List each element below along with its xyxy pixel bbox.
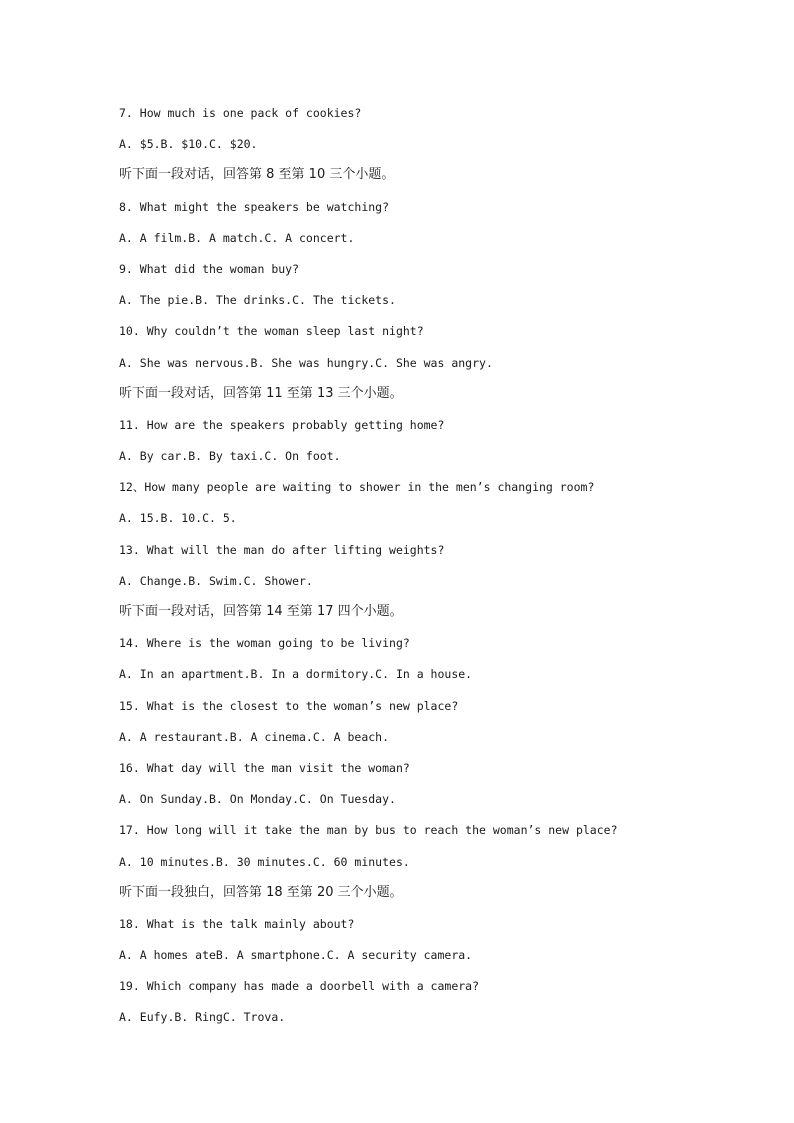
answer-options: A. She was nervous.B. She was hungry.C. She was angry. <box>119 355 493 370</box>
question-text: 8. What might the speakers be watching? <box>119 199 390 214</box>
section-instruction: 听下面一段对话，回答第 11 至第 13 三个小题。 <box>119 385 403 401</box>
answer-options: A. $5.B. $10.C. $20. <box>119 137 258 152</box>
answer-options: A. 15.B. 10.C. 5. <box>119 511 237 526</box>
question-text: 17. How long will it take the man by bus to reach the woman’s new place? <box>119 823 618 838</box>
answer-options: A. The pie.B. The drinks.C. The tickets. <box>119 293 396 308</box>
question-text: 11. How are the speakers probably getting home? <box>119 417 445 432</box>
answer-options: A. Change.B. Swim.C. Shower. <box>119 573 313 588</box>
question-text: 13. What will the man do after lifting weights? <box>119 542 445 557</box>
section-instruction: 听下面一段独白，回答第 18 至第 20 三个小题。 <box>119 884 403 900</box>
answer-options: A. On Sunday.B. On Monday.C. On Tuesday. <box>119 792 396 807</box>
question-text: 15. What is the closest to the woman’s new place? <box>119 698 459 713</box>
section-instruction: 听下面一段对话，回答第 14 至第 17 四个小题。 <box>119 604 403 619</box>
question-text: 9. What did the woman buy? <box>119 261 300 276</box>
answer-options: A. A restaurant.B. A cinema.C. A beach. <box>119 729 390 744</box>
question-text: 18. What is the talk mainly about? <box>119 916 355 931</box>
answer-options: A. A film.B. A match.C. A concert. <box>119 230 355 245</box>
document-body <box>119 104 759 1040</box>
question-text: 10. Why couldn’t the woman sleep last night? <box>119 324 424 339</box>
answer-options: A. 10 minutes.B. 30 minutes.C. 60 minutes. <box>119 854 410 869</box>
answer-options: A. A homes ateB. A smartphone.C. A security camera. <box>119 948 473 963</box>
question-text: 7. How much is one pack of cookies? <box>119 106 362 120</box>
answer-options: A. Eufy.B. RingC. Trova. <box>119 1010 286 1025</box>
answer-options: A. In an apartment.B. In a dormitory.C. In a house. <box>119 667 473 682</box>
question-text: 12、How many people are waiting to shower in the men’s changing room? <box>119 480 595 495</box>
question-text: 16. What day will the man visit the woman? <box>119 760 410 775</box>
section-instruction: 听下面一段对话，回答第 8 至第 10 三个小题。 <box>119 167 395 183</box>
question-text: 14. Where is the woman going to be living? <box>119 636 410 651</box>
question-text: 19. Which company has made a doorbell with a camera? <box>119 979 480 994</box>
answer-options: A. By car.B. By taxi.C. On foot. <box>119 449 341 464</box>
